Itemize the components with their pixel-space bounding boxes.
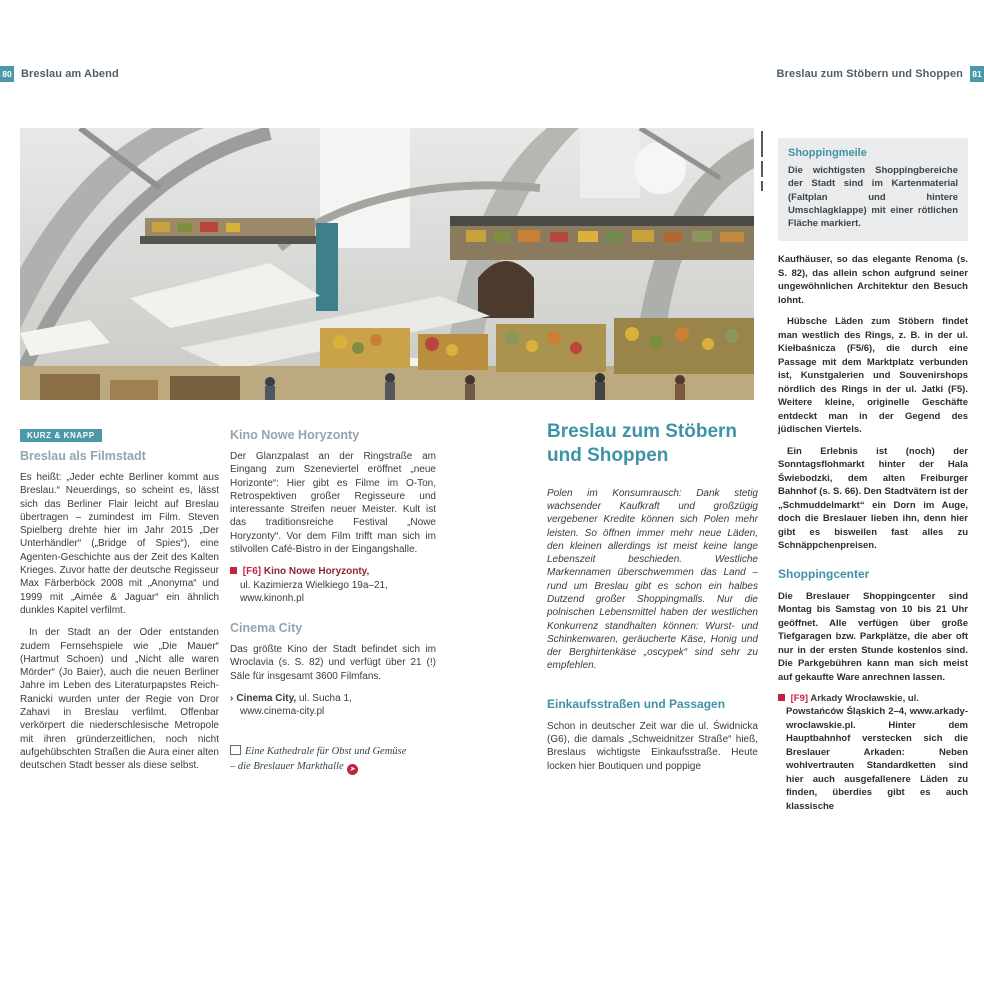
infobox-title: Shoppingmeile [788,147,867,159]
map-ref-icon [778,694,785,701]
column-kinos [230,428,436,775]
kino-paragraph: Der Glanzpalast an der Ringstraße am Eingang zum Szeneviertel eröffnet „neue Horizonte“: Hier gibt es Filme im O-Ton, Retrospektiven großer Regisseure und interessante Streifen neuer Meister. Kult ist das traditionsreiche Festival „Nowe Horyzonty“. Vor dem Film trifft man sich im stilvollen Café-Bistro in der Eingangshalle. [230,451,436,556]
markthalle-photo [20,128,754,400]
column-filmstadt [20,425,219,782]
kino-listing-name: Kino Nowe Horyzonty, [263,566,370,578]
column-shopping [547,420,758,782]
photo-caption-text: Eine Kathedrale für Obst und Gemüse – die Breslauer Markthalle [230,746,407,772]
photo-icon [230,745,241,755]
map-ref-icon [230,567,237,574]
filmstadt-paragraph-2: In der Stadt an der Oder entstanden zudem Fernsehspiele wie „Die Mauer“ (Hartmut Schoen) und „Nicht alle waren Mörder“ (Jo Baier), auch die neuen Berliner Jahre im Leben des Literaturpapstes Reich-Ranicki wurden unter der Regie von Dror Zahavi in Breslau verfilmt. Offenbar verkörpert die niederschlesische Metropole mit ihren gründerzeitlichen, noch nicht aufgehübschten Straßen die Aura einer alten deutschen Stadt besser als diese selbst. [20,627,219,772]
photo-illustration [20,128,754,400]
arkady-listing [778,692,968,705]
filmstadt-paragraph-1: Es heißt: „Jeder echte Berliner kommt aus Breslau.“ Neuerdings, so scheint es, lässt sich das Berliner Flair leicht auf Breslau übertragen – zumindest im Film. Steven Spielberg drehte hier im Jahr 2015 „Der Unterhändler“ („Bridge of Spies“), eine Agenten-Geschichte aus der Zeit des Kalten Krieges. Zuvor hatte der deutsche Regisseur Max Färberböck 2008 mit „Anonyma“ und 1999 mit „Aimée & Jaguar“ ein ähnlich dunkles Kapitel verfilmt. [20,472,219,616]
sidebar-paragraph-2: Hübsche Läden zum Stöbern findet man westlich des Rings, z. B. in der ul. Kiełbaśnicza (F5/6), die durch eine Passage mit dem Marktplatz verbunden ist, Kunstgalerien und Souvenirshops nördlich des Rings in der ul. Jatki (F5). Weitere kleine, originelle Geschäfte entdeckt man in der Gegend des jüdischen Viertels. [778,316,968,436]
einkaufsstrassen-paragraph: Schon in deutscher Zeit war die ul. Świdnicka (G6), die damals „Schweidnitzer Straße“ hieß, Breslaus wichtigste Einkaufsstraße. Heute locken hier Boutiquen und poppige [547,720,758,772]
photo-credit-strip [757,131,767,201]
page-number-left: 80 [0,66,14,82]
topic-badge: KURZ & KNAPP [20,429,102,443]
kino-map-code: [F6] [242,566,262,578]
listing-arrow-icon: › [230,692,234,704]
infobox-text: Die wichtigsten Shoppingbereiche der Stadt sind im Kartenmaterial (Faltplan und hintere Umschlagklappe) mit einer rötlichen Fläche markiert. [788,165,958,230]
sidebar-paragraph-3: Ein Erlebnis ist (noch) der Sonntagsflohmarkt hinter der Hala Świebodzki, dem alten Freiburger Bahnhof (s. S. 66). Den Stadtvätern ist der „Schmuddelmarkt“ ein Dorn im Auge, doch die Breslauer lieben ihn, denn hier gibt es bisweilen fast alles zu Schnäppchenpreisen. [778,445,968,552]
shopping-intro: Polen im Konsumrausch: Dank stetig wachsender Kaufkraft und großzügig vergebener Kredite können sich Polen mehr leisten. So öffnen immer mehr neue Läden, den kleinen allerdings ist meist keine lange Lebenszeit beschieden. Westliche Markennamen überschwemmen das Land – rund um Breslau gibt es schon ein halbes Dutzend großer Shoppingmalls. Nur die polnischen Lebensmittel haben der westlichen Konkurrenz standhalten können: Wurst- und Schinkenwaren, geräucherte Käse, Honig und der Berghirtenkäse „oscypek“ sind sehr zu empfehlen. [547,487,758,672]
cinema-city-heading: Cinema City [230,620,303,635]
header-right [777,66,984,82]
cinema-city-paragraph: Das größte Kino der Stadt befindet sich im Wroclavia (s. S. 82) und verfügt über 21 (!) Säle für insgesamt 3600 Filmfans. [230,643,436,682]
arkady-map-code: [F9] [790,693,809,705]
header-left [0,66,119,82]
photo-caption [230,744,410,774]
margin-column [778,138,968,813]
running-head-right: Breslau zum Stöbern und Shoppen [776,68,963,80]
kino-heading: Kino Nowe Horyzonty [230,428,360,442]
cinema-website: www.cinema-city.pl [240,706,325,718]
arkady-listing-text: Powstańców Śląskich 2–4, www.arkady-wroclawskie.pl. Hinter dem Hauptbahnhof verstecken sich die Breslauer Arkaden: Neben wohlvertrauten Standardketten sind hier auch ausgefallenere Läden zu finden, überdies gibt es auch klassische [786,706,968,812]
kino-listing [230,565,436,605]
shoppingmeile-infobox [778,138,968,241]
page-number-right: 81 [970,66,984,82]
kino-address: ul. Kazimierza Wielkiego 19a–21, [240,579,388,591]
filmstadt-heading: Breslau als Filmstadt [20,449,146,463]
cinema-city-listing [230,692,436,718]
cinema-listing-name: Cinema City, [236,692,297,704]
einkaufsstrassen-heading: Einkaufsstraßen und Passagen [547,696,726,711]
cinema-address: ul. Sucha 1, [298,692,352,704]
sidebar-paragraph-1: Kaufhäuser, so das elegante Renoma (s. S. 82), das allein schon aufgrund seiner ungewöhnlichen Architektur den Besuch lohnt. [778,254,968,306]
section-title: Breslau zum Stöbern und Shoppen [547,421,738,467]
shoppingcenter-heading: Shoppingcenter [778,566,870,581]
shoppingcenter-paragraph: Die Breslauer Shoppingcenter sind Montag bis Samstag von 10 bis 21 Uhr geöffnet. Alle verfügen über große Tiefgaragen bzw. Parkplätze, die aber oft nur in der ersten Stunde kostenlos sind. Die Parkgebühren kann man sich meist auf gekaufte Ware anrechnen lassen. [778,590,968,683]
map-marker-icon: ➤ [347,764,358,775]
running-head-left: Breslau am Abend [21,68,119,80]
arkady-listing-name: Arkady Wrocławskie, ul. [810,693,919,705]
kino-website: www.kinonh.pl [240,592,304,604]
